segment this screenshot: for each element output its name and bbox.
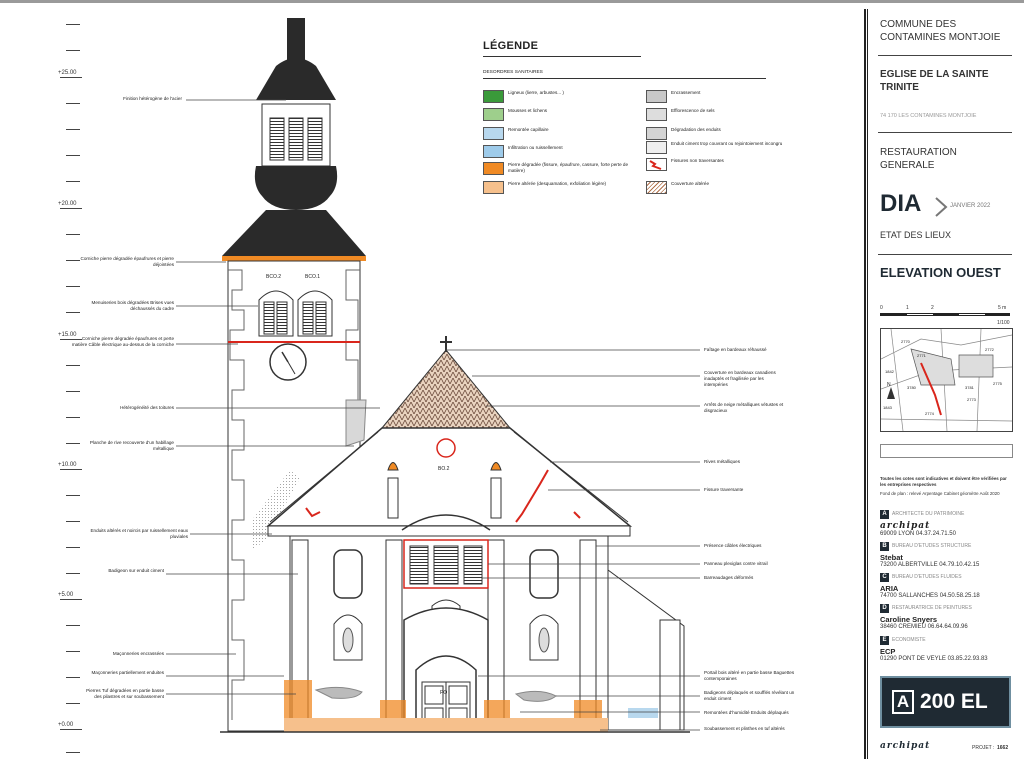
legend-item [483,90,628,103]
bell-window-label: BCO.2 [266,274,282,280]
party-painting-restorer [880,604,1014,632]
party-role: BUREAU D'ETUDES STRUCTURE [892,543,972,549]
legend-divider [483,56,641,57]
footer-logo: archipat [880,741,931,751]
party-name: archipat [880,521,931,531]
legend-swatch [483,162,504,175]
map-parcel-number: 1842 [885,369,894,374]
phase-date: JANVIER 2022 [950,203,991,209]
party-role: RESTAURATRICE DE PEINTURES [892,605,972,611]
legend-swatch [483,108,504,121]
legend-item [483,181,628,194]
legend-item [483,145,628,158]
annotation-left: Menuiseries bois dégradées Brises vues déchaussés du cadre [91,300,174,311]
annotation-left: Hétérogénéité des toitures [120,405,174,410]
portal-label: PO [440,690,448,696]
annotation-left: Planche de rive recouverte d'un habillage métallique [89,440,174,451]
dimensions-note: Toutes les cotes sont indicatives et doivent être vérifiées par les entreprises respectives [880,476,1007,487]
party-letter: E [880,636,889,645]
scale-label: +10.00 [58,462,77,468]
party-structure [880,542,1014,570]
party-address: 01290 PONT DE VEYLE 03.85.22.93.83 [880,656,988,662]
legend-label: Enduit ciment trop couvrant ou rejointoiement incongru [671,141,783,146]
map-parcel-number: 2770 [901,339,910,344]
legend-label: Remontée capillaire [508,127,549,132]
party-letter: B [880,542,889,551]
plan-number: 200 EL [920,690,988,713]
building-name: EGLISE DE LA SAINTE TRINITE [880,69,989,93]
scale-tick-label: 0 [880,305,883,311]
party-role: ECONOMISTE [892,637,926,643]
annotation-right: Barreaudages déformés [704,575,754,580]
legend-label: Pierre altérée (desquamation, exfoliation légère) [508,181,607,186]
scale-label: +25.00 [58,70,77,76]
annotation-right: Badigeons déplaqués et soufflés révélant un enduit ciment [704,690,795,701]
map-parcel-number: 3780 [907,385,916,390]
legend-divider [483,78,766,79]
legend-swatch [646,90,667,103]
party-address: 74700 SALLANCHES 04.50.58.25.18 [880,593,980,599]
legend-swatch [646,108,667,121]
annotation-left: Corniche pierre dégradée épaufrures et pierre déjointées [80,256,174,267]
map-parcel-number: 1843 [883,405,892,410]
party-economist [880,636,1014,666]
scale-tick-label: 2 [931,305,934,311]
plan-letter: A [892,690,914,714]
annotation-left: Maçonneries partiellement enduites [91,670,164,675]
north-label: N [887,382,891,388]
scale-ratio: 1/100 [997,320,1010,326]
annotation-right: Couverture en bardeaux canadiens inadaptés et fragilisée par les intempéries [704,370,776,387]
legend-label: Efflorescence de sels [671,108,715,113]
party-address: 38460 CREMIEU 06.64.64.09.96 [880,624,968,630]
map-parcel-number: 2773 [967,397,976,402]
annotation-right: Fissure traversante [704,487,744,492]
scale-label: +20.00 [58,201,77,207]
legend-item [483,162,628,175]
legend-title: LÉGENDE [483,40,539,52]
legend-label: Ligneux (lierre, arbustes... ) [508,90,564,95]
legend-label: Fissures non traversantes [671,158,724,163]
project-label: PROJET : [972,745,995,751]
legend-subtitle: DESORDRES SANITAIRES [483,70,543,75]
phase-code: DIA [880,190,922,217]
party-role: ARCHITECTE DU PATRIMOINE [892,511,965,517]
chevron-right-icon [934,196,948,218]
project-number: 1662 [997,745,1009,751]
view-title: ELEVATION OUEST [880,265,1001,280]
party-letter: D [880,604,889,613]
scale-label: +5.00 [58,592,74,598]
annotation-left: Enduits altérés et noircis par ruissellement eaux pluviales [90,528,188,539]
annotation-right: Présence câbles électriques [704,543,762,548]
map-parcel-number: 2771 [917,353,926,358]
legend-swatch [483,145,504,158]
scale-tick-label: 5 m [998,305,1007,311]
legend-item [646,127,791,140]
legend-swatch [646,181,667,194]
legend-item [483,108,628,121]
party-architect [880,510,1014,538]
party-letter: C [880,573,889,582]
scale-label: +0.00 [58,722,74,728]
legend-item [646,90,791,103]
party-role: BUREAU D'ETUDES FLUIDES [892,574,962,580]
party-address: 69009 LYON 04.37.24.71.50 [880,531,956,537]
legend-swatch [483,90,504,103]
map-parcel-number: 3781 [965,385,974,390]
legend-swatch [646,141,667,154]
cadastral-plan [881,329,1012,431]
title-block-divider [878,254,1012,255]
graphic-scale-bar [880,313,1010,316]
legend-item [646,181,791,194]
legend-swatch [646,127,667,140]
map-parcel-number: 2772 [985,347,994,352]
legend-label: Mousses et lichens [508,108,548,113]
annotation-left: Finition hétérogène de l'acier [123,96,182,101]
title-block-divider [878,55,1012,56]
revision-table [880,444,1013,458]
title-block-border [864,9,866,759]
annotation-right: Portail bois altéré en partie basse Baguettes contemporaines [704,670,795,681]
legend-item [483,127,628,140]
legend-label: Dégradation des enduits [671,127,721,132]
bell-window-label: BCO.1 [305,274,321,280]
annotation-right: Faîtage en bardeaux réhaussé [704,347,767,352]
scale-label: +15.00 [58,332,77,338]
oculus-label: BO.2 [438,466,450,472]
annotation-left: Badigeon sur enduit ciment [108,568,164,573]
annotation-left: Corniche pierre dégradée épaufrures et perte matière Câble électrique au-dessus de la corniche [71,336,174,347]
scale-tick-label: 1 [906,305,909,311]
commune-name: COMMUNE DES CONTAMINES MONTJOIE [880,19,1001,43]
legend-swatch [483,181,504,194]
annotation-right: Remontées d'humidité Enduits déplaqués [704,710,789,715]
party-name: ARIA [880,584,899,593]
annotation-right: Rives métalliques [704,459,740,464]
party-name: Stebat [880,553,903,562]
title-block-divider [878,132,1012,133]
legend-item [646,108,791,121]
plan-number-box [880,676,1011,728]
party-name: ECP [880,647,896,656]
legend-label: Infiltration ou ruissellement [508,145,563,150]
operation-name: RESTAURATION GENERALE [880,147,957,171]
legend-swatch [483,127,504,140]
party-name: Caroline Snyers [880,615,938,624]
legend-label: Couverture altérée [671,181,710,186]
party-fluids [880,573,1014,601]
annotation-left: Pierres Tuf dégradées en partie basse des pilastres et sur soubassement [86,688,164,699]
party-letter: A [880,510,889,519]
legend-label: Pierre dégradée (fissure, épaufrure, cassure, forte perte de matière) [508,162,629,173]
bell-tower-spire [222,18,366,261]
legend-label: Encrassement [671,90,701,95]
annotation-right: Arrêts de neige métalliques vétustes et disgracieux [704,402,784,413]
map-parcel-number: 2774 [925,411,934,416]
legend-item [646,158,791,171]
map-parcel-number: 2775 [993,381,1002,386]
situation-map [880,328,1013,432]
party-address: 73200 ALBERTVILLE 04.79.10.42.15 [880,562,980,568]
crack-swatch-icon [646,158,667,171]
annotation-right: Panneau plexiglas contre vitrail [704,561,768,566]
annotation-left: Maçonneries encrassées [112,651,164,656]
legend-item [646,141,791,154]
annotation-right: Soubassement et plinthes en tuf altérés [704,726,785,731]
title-block-border [867,9,868,759]
survey-note: Fond de plan : relevé Arpentage Cabinet géomètre Août 2020 [880,491,1000,496]
phase-status: ETAT DES LIEUX [880,230,952,240]
building-address: 74 170 LES CONTAMINES MONTJOIE [880,113,977,119]
